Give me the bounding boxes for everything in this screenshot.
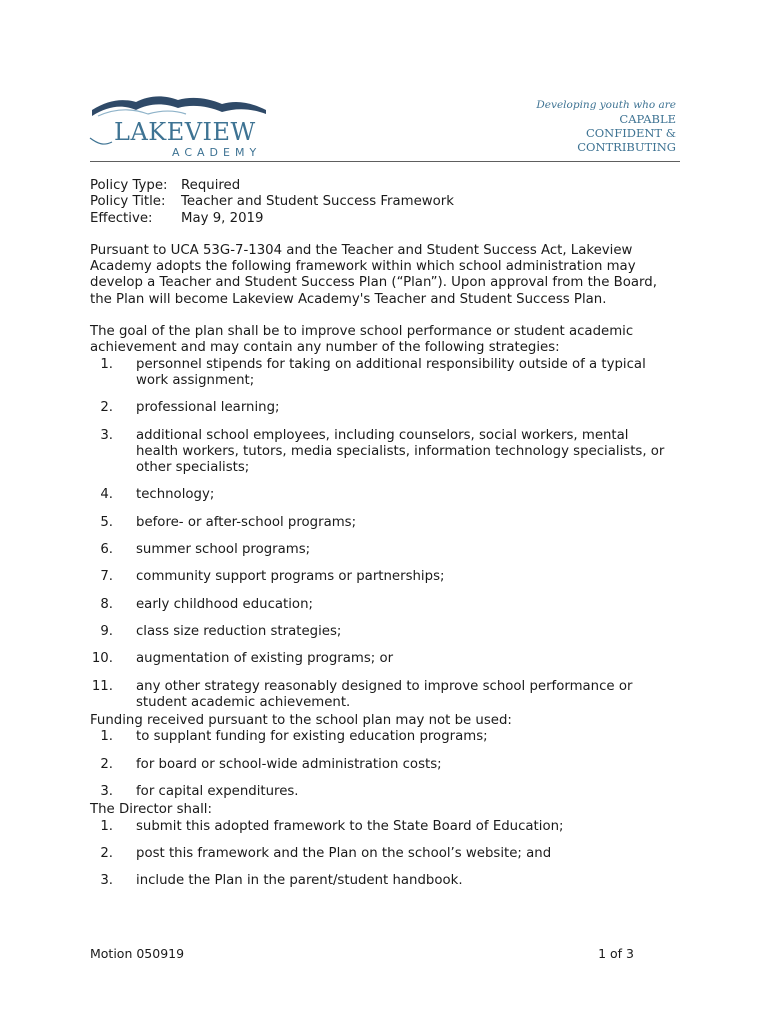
svg-text:ACADEMY: ACADEMY: [172, 146, 262, 159]
meta-value: May 9, 2019: [181, 210, 264, 226]
list-item: 2. post this framework and the Plan on the school’s website; and: [100, 845, 552, 861]
list-item: 2. professional learning;: [100, 400, 280, 416]
goal-lead: The goal of the plan shall be to improve school performance or student academic achievement and may contain any number of the following strategies:: [90, 324, 634, 356]
list-item: 3. additional school employees, including counselors, social workers, mental health workers, tutors, media specialists, information technology specialists, or other specialists;: [100, 427, 665, 476]
meta-row-effective: [90, 211, 670, 227]
funding-lead: Funding received pursuant to the school plan may not be used:: [90, 713, 512, 729]
funding-section: [90, 713, 670, 800]
list-item: 1. submit this adopted framework to the State Board of Education;: [100, 818, 564, 834]
strategy-list: [90, 357, 670, 711]
meta-label: Policy Type:: [90, 178, 168, 193]
tagline-line: CONFIDENT &: [585, 126, 676, 140]
meta-row-type: [90, 178, 670, 194]
list-item: 3. for capital expenditures.: [100, 784, 299, 800]
tagline-line: CONTRIBUTING: [577, 140, 676, 154]
list-item: 8. early childhood education;: [100, 596, 313, 612]
svg-text:LAKEVIEW: LAKEVIEW: [114, 118, 256, 146]
lakeview-academy-logo: [88, 92, 288, 160]
page-number: 1 of 3: [598, 946, 634, 961]
director-lead: The Director shall:: [90, 802, 212, 818]
tagline-line: CAPABLE: [619, 112, 676, 126]
meta-label: Effective:: [90, 210, 153, 226]
list-item: 2. for board or school-wide administration costs;: [100, 756, 442, 772]
meta-value: Required: [181, 178, 241, 193]
director-list: [90, 819, 670, 890]
intro-paragraph: Pursuant to UCA 53G-7-1304 and the Teacher and Student Success Act, Lakeview Academy adopts the following framework within which school administration may develop a Teacher and Student Success Plan (“Plan”). Upon approval from the Board, the Plan will become Lakeview Academy's Teacher and Student Success Plan.: [90, 242, 657, 307]
list-item: 11. any other strategy reasonably designed to improve school performance or student academic achievement.: [91, 678, 633, 710]
list-item: 4. technology;: [100, 487, 215, 503]
list-item: 7. community support programs or partnerships;: [100, 569, 445, 585]
list-item: 6. summer school programs;: [100, 542, 311, 558]
list-item: 1. personnel stipends for taking on additional responsibility outside of a typical work assignment;: [100, 356, 646, 388]
funding-list: [90, 729, 670, 800]
goal-section: [90, 324, 670, 711]
list-item: 3. include the Plan in the parent/student handbook.: [100, 873, 463, 889]
school-tagline: [536, 98, 676, 154]
director-section: [90, 802, 670, 889]
motion-number: Motion 050919: [90, 946, 185, 961]
page-footer: [90, 946, 634, 961]
list-item: 10. augmentation of existing programs; or: [91, 651, 394, 667]
list-item: 5. before- or after-school programs;: [100, 514, 357, 530]
policy-body: [90, 178, 670, 901]
meta-row-title: [90, 194, 670, 210]
header-divider: [90, 161, 680, 162]
list-item: 1. to supplant funding for existing education programs;: [100, 729, 488, 745]
mountain-logo-icon: [92, 96, 266, 116]
tagline-lead: Developing youth who are: [536, 99, 676, 111]
list-item: 9. class size reduction strategies;: [100, 623, 342, 639]
meta-label: Policy Title:: [90, 194, 166, 210]
meta-value: Teacher and Student Success Framework: [181, 194, 454, 210]
